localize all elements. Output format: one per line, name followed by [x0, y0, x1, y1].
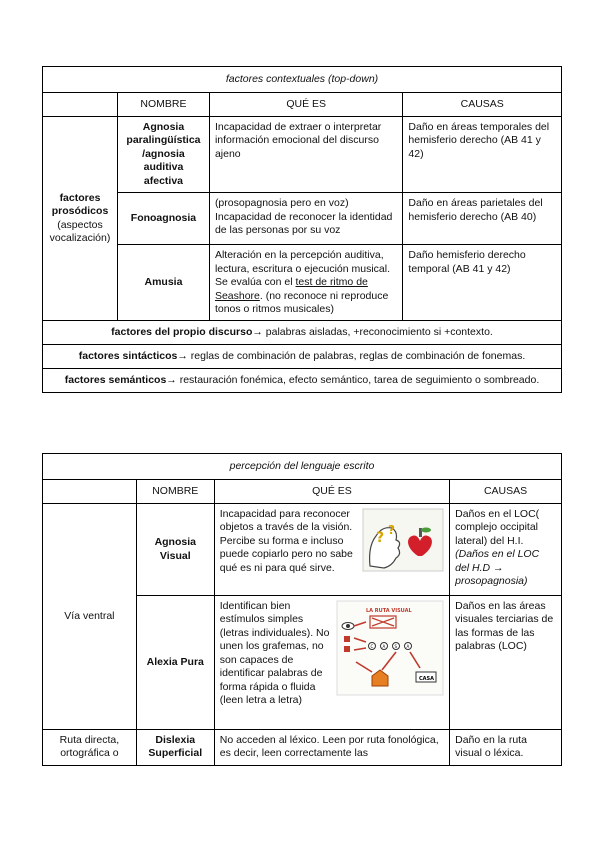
table-title: factores contextuales (top-down) [43, 67, 562, 93]
row-cause: Daño hemisferio derecho temporal (AB 41 y 42) [403, 245, 562, 321]
figure-letter: C [370, 644, 374, 649]
what-text: Incapacidad para reconocer objetos a través de la visión. Percibe su forma e incluso puede copiarlo pero no sabe qué es ni para qué sirve. [219, 508, 353, 574]
cause-italic: (Daños en el LOC del H.D → prosopagnosia) [455, 548, 540, 588]
row-cause: Daños en las áreas visuales terciarias de las formas de las palabras (LOC) [450, 596, 562, 730]
figure-letter: S [394, 644, 398, 649]
group-label-ventral: Vía ventral [43, 504, 137, 730]
footer-text: → restauración fonémica, efecto semántico, tarea de seguimiento o sombreado. [166, 374, 540, 387]
seashore-test-link: test de ritmo de Seashore [214, 276, 368, 302]
row-name: Amusia [117, 245, 209, 321]
row-name: Alexia Pura [136, 596, 214, 730]
footer-row [43, 369, 562, 393]
footer-text: → reglas de combinación de palabras, reglas de combinación de fonemas. [177, 350, 526, 363]
header-name: NOMBRE [136, 480, 214, 504]
empty-header [43, 480, 137, 504]
what-text: Identifican bien estímulos simples (letras individuales). No unen los grafemas, no son capaces de identificar palabras de forma rápida o fluida (leen letra a letra) [219, 600, 330, 707]
visual-route-diagram [336, 600, 444, 696]
header-name: NOMBRE [117, 93, 209, 117]
group-label [43, 117, 118, 321]
what-text: Alteración en la percepción auditiva, lectura, escritura o ejecución musical. Se evalúa con el [214, 249, 391, 289]
footer-bold: factores del propio discurso [111, 326, 253, 339]
row-cause: Daño en áreas parietales del hemisferio derecho (AB 40) [403, 193, 562, 245]
header-what: QUÉ ES [214, 480, 449, 504]
footer-row [43, 321, 562, 345]
footer-row [43, 345, 562, 369]
table-title: percepción del lenguaje escrito [43, 454, 562, 480]
row-name: Agnosia paralingüística /agnosia auditiva afectiva [117, 117, 209, 193]
row-what: Incapacidad de extraer o interpretar información emocional del discurso ajeno [209, 117, 402, 193]
written-language-table [42, 453, 562, 766]
what-text: . (no reconoce ni reproduce tonos o ritmos musicales) [214, 289, 389, 315]
figure-letter: A [382, 644, 386, 649]
figure-letter: A [406, 644, 410, 649]
row-cause: Daño en la ruta visual o léxica. [450, 730, 562, 766]
contextual-factors-table [42, 66, 562, 393]
agnosia-illustration [362, 508, 444, 572]
row-name: Dislexia Superficial [136, 730, 214, 766]
footer-bold: factores sintácticos [78, 350, 178, 363]
row-cause [450, 504, 562, 596]
row-name: Agnosia Visual [136, 504, 214, 596]
footer-text: → palabras aisladas, +reconocimiento si +contexto. [252, 326, 493, 339]
svg-text:?: ? [376, 530, 385, 546]
row-what [214, 504, 449, 596]
row-what [209, 245, 402, 321]
svg-text:?: ? [388, 523, 396, 537]
figure-title: LA RUTA VISUAL [366, 608, 412, 614]
figure-word: CASA [419, 676, 435, 682]
row-what [214, 596, 449, 730]
header-causes: CAUSAS [403, 93, 562, 117]
group-label-normal: (aspectos vocalización) [49, 218, 111, 245]
header-what: QUÉ ES [209, 93, 402, 117]
header-causes: CAUSAS [450, 480, 562, 504]
row-name: Fonoagnosia [117, 193, 209, 245]
cause-text: Daños en el LOC( complejo occipital lateral) del H.I. [455, 508, 540, 547]
row-what: No acceden al léxico. Leen por ruta fonológica, es decir, leen correctamente las [214, 730, 449, 766]
row-cause: Daño en áreas temporales del hemisferio derecho (AB 41 y 42) [403, 117, 562, 193]
group-label-bold: factores prosódicos [51, 191, 109, 218]
empty-header [43, 93, 118, 117]
footer-bold: factores semánticos [64, 374, 167, 387]
row-what: (prosopagnosia pero en voz) Incapacidad de reconocer la identidad de las personas por su voz [209, 193, 402, 245]
group-label-direct-route: Ruta directa, ortográfica o [43, 730, 137, 766]
